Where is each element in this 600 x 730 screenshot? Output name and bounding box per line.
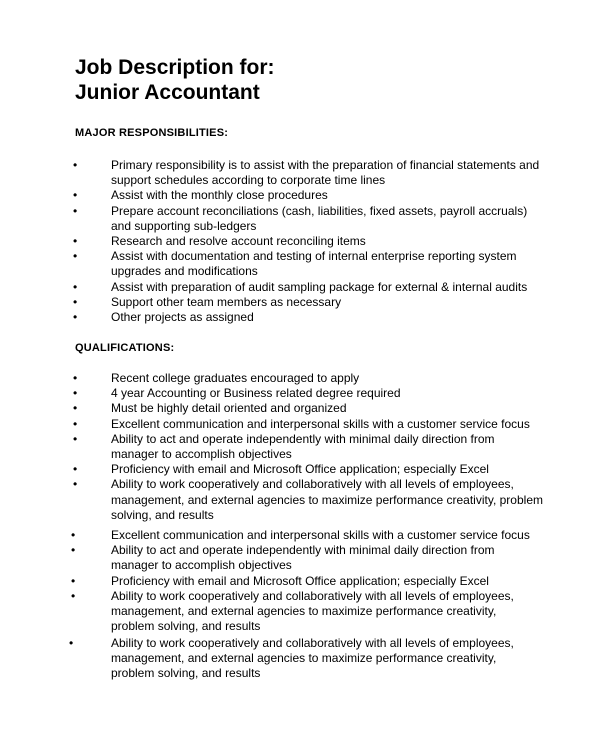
list-item bbox=[73, 204, 543, 234]
bullet-icon: • bbox=[73, 401, 78, 416]
bullet-icon: • bbox=[73, 386, 78, 401]
list-item-text: Other projects as assigned bbox=[111, 310, 254, 325]
list-item-text: Assist with preparation of audit sampling package for external & internal audits bbox=[111, 279, 528, 294]
bullet-icon: • bbox=[73, 249, 78, 264]
list-item-text: Assist with documentation and testing of internal enterprise reporting system upgrades and modifications bbox=[111, 249, 517, 279]
bullet-icon: • bbox=[73, 158, 78, 172]
bullet-icon: • bbox=[73, 477, 78, 492]
list-item-text: Proficiency with email and Microsoft Office application; especially Excel bbox=[111, 462, 489, 477]
qualifications-extra-list bbox=[71, 528, 541, 634]
list-item-text: Must be highly detail oriented and organized bbox=[111, 401, 347, 416]
bullet-icon: • bbox=[73, 462, 78, 477]
title-line-1: Job Description for: bbox=[75, 56, 275, 79]
list-item-text: Ability to work cooperatively and collaboratively with all levels of employees, management, and external agencies to maximize performance creativity, problem solving, and results bbox=[111, 477, 543, 522]
list-item-text: Recent college graduates encouraged to apply bbox=[111, 371, 360, 385]
list-item bbox=[73, 310, 543, 325]
list-item bbox=[71, 543, 541, 573]
bullet-icon: • bbox=[73, 416, 78, 431]
list-item-text: Ability to work cooperatively and collaboratively with all levels of employees, management, and external agencies to maximize performance creativity, problem solving, and results bbox=[111, 636, 514, 681]
bullet-icon: • bbox=[71, 573, 76, 588]
bullet-icon: • bbox=[73, 279, 78, 294]
responsibilities-heading: MAJOR RESPONSIBILITIES: bbox=[75, 127, 229, 139]
list-item bbox=[71, 589, 541, 635]
list-item bbox=[73, 417, 543, 432]
bullet-icon: • bbox=[69, 636, 74, 650]
list-item bbox=[71, 528, 541, 543]
list-item-text: Excellent communication and interpersonal skills with a customer service focus bbox=[111, 528, 530, 542]
bullet-icon: • bbox=[73, 188, 78, 203]
bullet-icon: • bbox=[73, 371, 78, 385]
list-item bbox=[73, 432, 543, 462]
bullet-icon: • bbox=[73, 310, 78, 325]
qualifications-last-list bbox=[69, 636, 539, 682]
bullet-icon: • bbox=[73, 431, 78, 446]
list-item-text: Support other team members as necessary bbox=[111, 294, 342, 309]
list-item bbox=[73, 249, 543, 279]
list-item-text: Excellent communication and interpersonal skills with a customer service focus bbox=[111, 416, 530, 431]
list-item bbox=[69, 636, 539, 682]
list-item-text: Proficiency with email and Microsoft Office application; especially Excel bbox=[111, 573, 489, 588]
document-title bbox=[75, 55, 275, 105]
list-item-text: Research and resolve account reconciling items bbox=[111, 234, 366, 249]
list-item bbox=[71, 574, 541, 589]
qualifications-list bbox=[73, 371, 543, 523]
responsibilities-list bbox=[73, 158, 543, 325]
title-line-2: Junior Accountant bbox=[75, 81, 260, 104]
qualifications-heading: QUALIFICATIONS: bbox=[75, 342, 175, 354]
bullet-icon: • bbox=[71, 588, 76, 603]
list-item bbox=[73, 188, 543, 203]
list-item bbox=[73, 158, 543, 188]
list-item bbox=[73, 371, 543, 386]
list-item-text: Ability to act and operate independently with minimal daily direction from manager to accomplish objectives bbox=[111, 431, 495, 462]
list-item bbox=[73, 386, 543, 401]
list-item bbox=[73, 477, 543, 523]
list-item bbox=[73, 462, 543, 477]
bullet-icon: • bbox=[71, 528, 76, 542]
list-item-text: Ability to act and operate independently with minimal daily direction from manager to accomplish objectives bbox=[111, 543, 495, 573]
list-item-text: Prepare account reconciliations (cash, liabilities, fixed assets, payroll accruals) and supporting sub-ledgers bbox=[111, 203, 528, 233]
bullet-icon: • bbox=[73, 294, 78, 309]
list-item bbox=[73, 234, 543, 249]
list-item bbox=[73, 295, 543, 310]
bullet-icon: • bbox=[73, 203, 78, 218]
list-item bbox=[73, 401, 543, 416]
list-item bbox=[73, 280, 543, 295]
list-item-text: Ability to work cooperatively and collaboratively with all levels of employees, management, and external agencies to maximize performance creativity, problem solving, and results bbox=[111, 588, 514, 634]
list-item-text: Primary responsibility is to assist with the preparation of financial statements and support schedules according to corporate time lines bbox=[111, 158, 540, 188]
list-item-text: 4 year Accounting or Business related degree required bbox=[111, 386, 401, 401]
bullet-icon: • bbox=[71, 543, 76, 558]
bullet-icon: • bbox=[73, 234, 78, 249]
list-item-text: Assist with the monthly close procedures bbox=[111, 188, 328, 203]
